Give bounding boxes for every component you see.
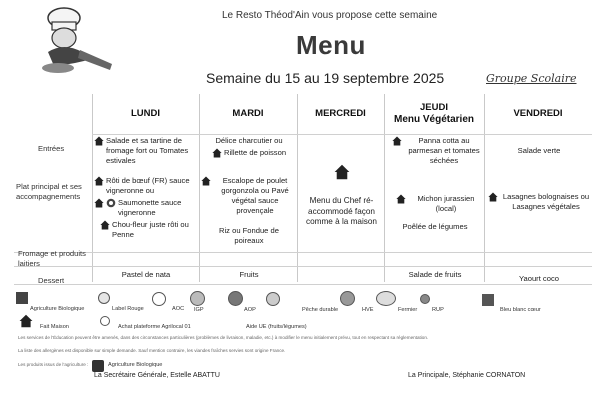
row-label-plat: Plat principal et ses accompagnements: [16, 182, 82, 201]
week-range: Semaine du 15 au 19 septembre 2025: [206, 70, 445, 86]
home-made-icon: [94, 198, 104, 208]
legend-bio: Agriculture Biologique: [30, 306, 85, 312]
home-made-icon: [18, 314, 34, 328]
mardi-accompagnement: Riz ou Fondue de poireaux: [219, 226, 279, 245]
igp-icon: [190, 291, 205, 306]
jeudi-subtitle: Menu Végétarien: [393, 113, 475, 125]
mardi-plat: Escalope de poulet gorgonzola ou Pavé végétal sauce provençale: [201, 176, 297, 215]
home-made-icon: [94, 136, 104, 146]
mardi-entree-1: Délice charcutier ou: [215, 136, 283, 145]
chef-logo: [24, 6, 120, 76]
intro-text: Le Resto Théod'Ain vous propose cette semaine: [222, 10, 438, 21]
legend-achat-plateforme: Achat plateforme Agrilocal 01: [118, 324, 191, 330]
legend-peche: Pêche durable: [302, 307, 339, 313]
home-made-icon: [334, 164, 350, 180]
legend-igp: IGP: [194, 307, 204, 313]
lundi-dessert: Pastel de nata: [121, 270, 171, 279]
mardi-entree-2: Rillette de poisson: [212, 148, 296, 158]
bio-logo-icon: [92, 360, 104, 372]
bleu-blanc-coeur-icon: [482, 294, 494, 306]
bio-logo-icon: [16, 292, 28, 304]
aop-icon: [228, 291, 243, 306]
mardi-dessert: Fruits: [239, 270, 259, 279]
row-divider: [14, 266, 592, 267]
group-label: Groupe Scolaire: [486, 72, 577, 85]
hve-icon: [340, 291, 355, 306]
page-title: Menu: [296, 30, 366, 60]
home-made-icon: [100, 220, 110, 230]
mercredi-plat: Menu du Chef ré-accommodé façon comme à la maison: [299, 164, 384, 228]
row-label-dessert: Dessert: [38, 276, 65, 285]
legend-fermier: Fermier: [398, 307, 418, 313]
signature-left: La Secrétaire Générale, Estelle ABATTU: [94, 372, 220, 379]
vendredi-plat: Lasagnes bolognaises ou Lasagnes végétales: [488, 192, 592, 212]
row-divider: [92, 134, 592, 135]
jeudi-entree: Panna cotta au parmesan et tomates séchées: [392, 136, 484, 166]
home-made-icon: [392, 136, 402, 146]
fermier-icon: [376, 291, 396, 306]
labels-legend: [14, 290, 592, 332]
vendredi-dessert: Yaourt coco: [519, 274, 559, 283]
home-made-icon: [488, 192, 498, 202]
rup-icon: [420, 294, 430, 304]
lundi-entree: Salade et sa tartine de fromage fort ou Tomates estivales: [94, 136, 198, 166]
disclaimer-line-1: Les services de l'Éducation peuvent être amenés, dans des circonstances particulières (problèmes de livraison, maladie, etc.) à modifier le menu initialement prévu, tout en respectant sa réglementation.: [18, 335, 429, 340]
lundi-plat-3: Chou-fleur juste rôti ou Penne: [100, 220, 196, 240]
row-divider: [14, 252, 592, 253]
day-header-jeudi: JEUDI Menu Végétarien: [393, 101, 475, 125]
legend-hve: HVE: [362, 307, 374, 313]
jeudi-dessert: Salade de fruits: [408, 270, 462, 279]
peche-durable-icon: [266, 292, 280, 306]
day-header-lundi: LUNDI: [130, 108, 161, 120]
legend-aoc: AOC: [172, 306, 185, 312]
row-divider: [14, 284, 592, 285]
row-label-fromage: Fromage et produits laitiers: [18, 249, 86, 268]
disclaimer-line-2: La liste des allergènes est disponible sur simple demande. Sauf mention contraire, les viandes fraîches servies sont origine France.: [18, 348, 286, 353]
home-made-icon: [94, 176, 104, 186]
legend-fait-maison: Fait Maison: [40, 324, 69, 330]
lundi-plat-1: Rôti de bœuf (FR) sauce vigneronne ou: [94, 176, 198, 196]
legend-aop: AOP: [244, 307, 256, 313]
vendredi-entree: Salade verte: [517, 146, 561, 155]
legend-rup: RUP: [432, 307, 444, 313]
fish-label-icon: [106, 198, 116, 208]
home-made-icon: [201, 176, 211, 186]
menu-table: [14, 94, 592, 288]
jeudi-accompagnement: Poêlée de légumes: [402, 222, 468, 231]
home-made-icon: [396, 194, 406, 204]
row-label-entrees: Entrées: [38, 144, 65, 153]
footer-bio-label: Agriculture Biologique: [108, 362, 163, 368]
day-header-vendredi: VENDREDI: [513, 108, 563, 120]
aoc-icon: [152, 292, 166, 306]
label-rouge-icon: [98, 292, 110, 304]
signature-right: La Principale, Stéphanie CORNATON: [408, 372, 526, 379]
jeudi-plat: Michon jurassien (local): [396, 194, 484, 214]
day-header-mardi: MARDI: [232, 108, 264, 120]
legend-aide-ue: Aide UE (fruits/légumes): [246, 324, 307, 330]
disclaimer-line-3: Les produits issus de l'agriculture :: [18, 362, 89, 367]
legend-label-rouge: Label Rouge: [112, 306, 144, 312]
home-made-icon: [212, 148, 222, 158]
day-header-mercredi: MERCREDI: [315, 108, 366, 120]
agrilocal-icon: [100, 316, 110, 326]
legend-bleu-blanc: Bleu blanc cœur: [500, 307, 541, 313]
lundi-plat-2: Saumonette sauce vigneronne: [94, 198, 198, 218]
